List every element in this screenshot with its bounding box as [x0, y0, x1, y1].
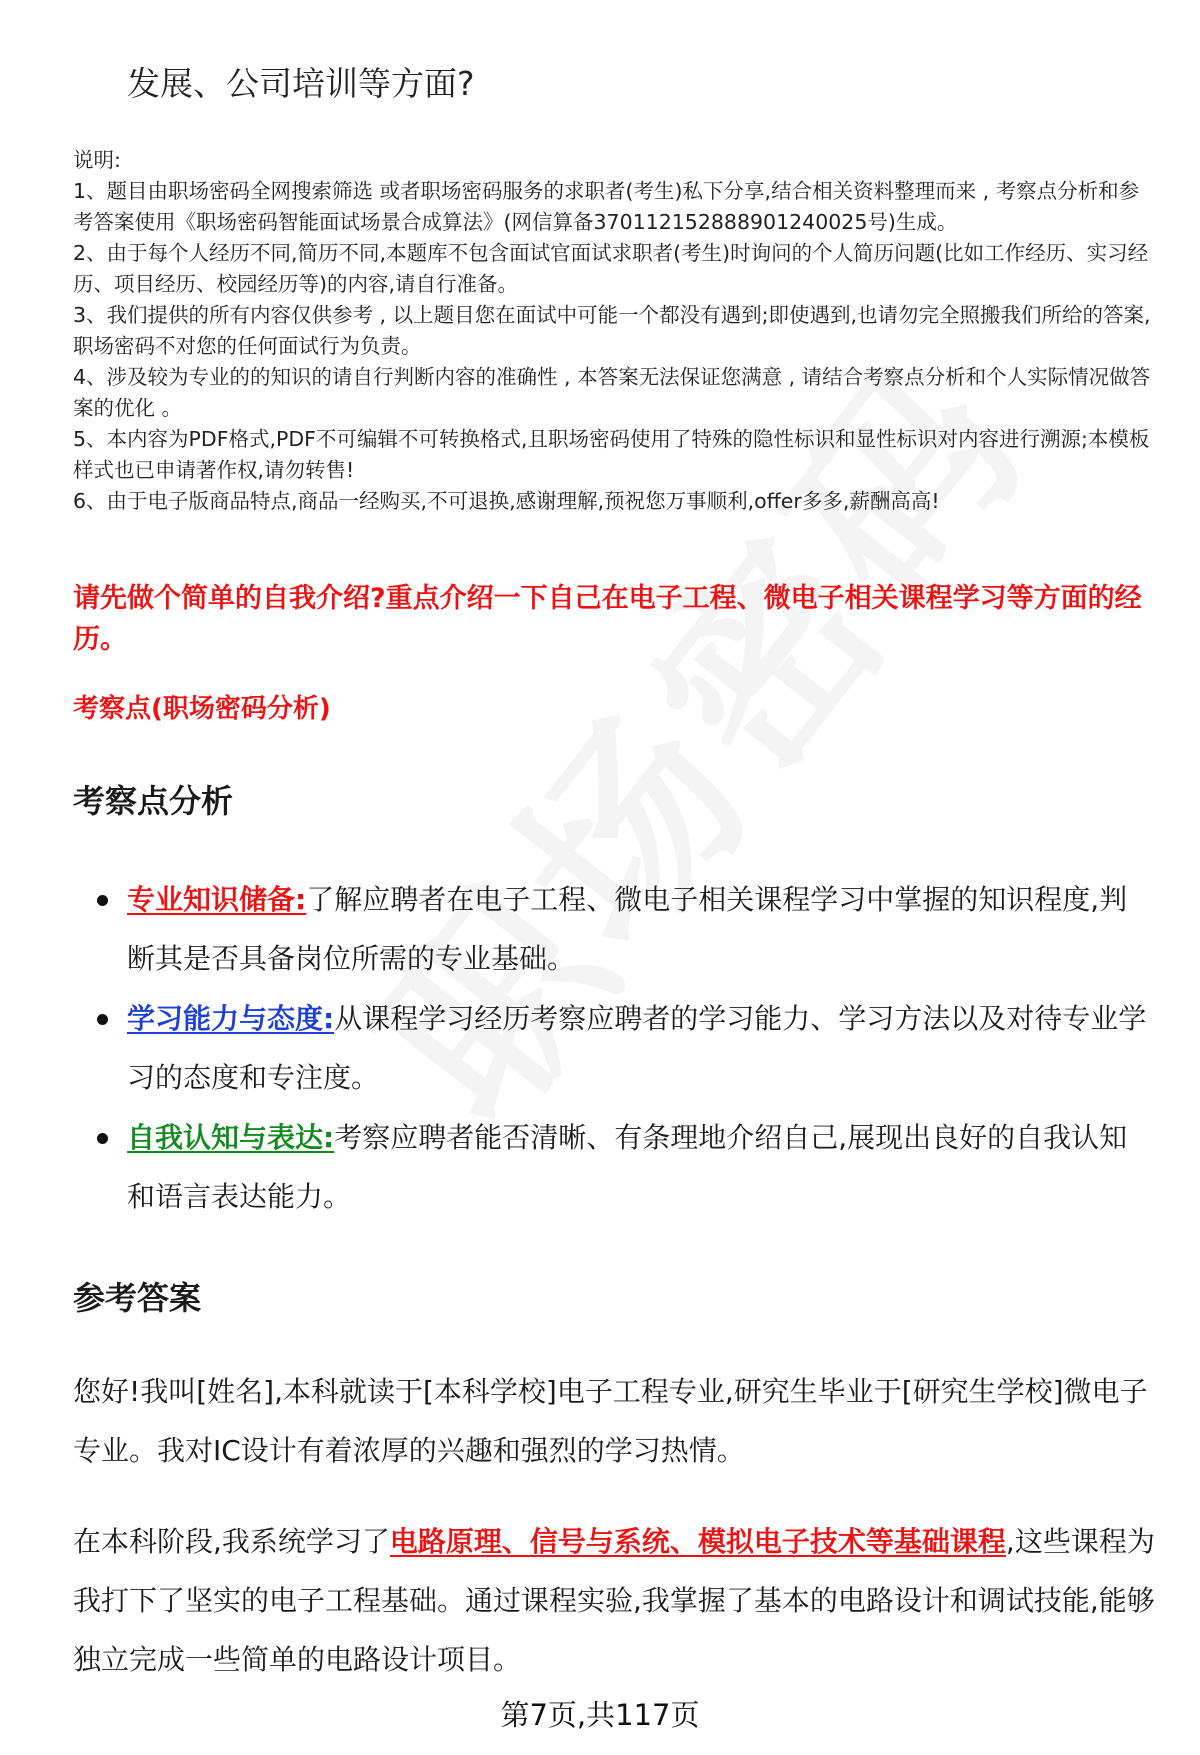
analysis-item [127, 989, 1147, 1107]
note-item: 4、涉及较为专业的的知识的请自行判断内容的准确性 , 本答案无法保证您满意 , 请结合考察点分析和个人实际情况做答案的优化 。 [73, 365, 1151, 420]
analysis-text: 从课程学习经历考察应聘者的学习能力、学习方法以及对待专业学习的态度和专注度。 [127, 1002, 1147, 1094]
notes-section [73, 145, 1158, 517]
analysis-subheading: 考察点(职场密码分析) [73, 694, 331, 724]
answer-heading: 参考答案 [73, 1279, 202, 1317]
answer-paragraph: 您好!我叫[姓名],本科就读于[本科学校]电子工程专业,研究生毕业于[研究生学校]微电子专业。我对IC设计有着浓厚的兴趣和强烈的学习热情。 [73, 1375, 1148, 1467]
interview-question: 请先做个简单的自我介绍?重点介绍一下自己在电子工程、微电子相关课程学习等方面的经历。 [73, 583, 1142, 655]
note-item: 6、由于电子版商品特点,商品一经购买,不可退换,感谢理解,预祝您万事顺利,offer多多,薪酬高高! [73, 489, 940, 513]
bullet-icon [97, 1014, 108, 1025]
analysis-key: 自我认知与表达: [127, 1121, 335, 1154]
analysis-list [127, 870, 1147, 1227]
answer-text: ,这些课程为我打下了坚实的电子工程基础。通过课程实验,我掌握了基本的电路设计和调试技能,能够独立完成一些简单的电路设计项目。 [73, 1525, 1155, 1676]
continued-question-text: 发展、公司培训等方面? [127, 64, 475, 103]
note-item: 3、我们提供的所有内容仅供参考 , 以上题目您在面试中可能一个都没有遇到;即使遇到,也请勿完全照搬我们所给的答案,职场密码不对您的任何面试行为负责。 [73, 303, 1151, 358]
bullet-icon [97, 895, 108, 906]
answer-highlight: 电路原理、信号与系统、模拟电子技术等基础课程 [389, 1525, 1006, 1558]
answer-paragraph [73, 1512, 1158, 1689]
analysis-key: 专业知识储备: [127, 883, 307, 916]
analysis-item [127, 870, 1147, 988]
note-item: 5、本内容为PDF格式,PDF不可编辑不可转换格式,且职场密码使用了特殊的隐性标识和显性标识对内容进行溯源;本模板样式也已申请著作权,请勿转售! [73, 427, 1150, 482]
page-number: 第7页,共117页 [500, 1698, 700, 1732]
notes-heading: 说明: [73, 148, 121, 172]
bullet-icon [97, 1133, 108, 1144]
note-item: 2、由于每个人经历不同,简历不同,本题库不包含面试官面试求职者(考生)时询问的个人简历问题(比如工作经历、实习经历、项目经历、校园经历等)的内容,请自行准备。 [73, 241, 1149, 296]
answer-text: 在本科阶段,我系统学习了 [73, 1525, 390, 1558]
analysis-heading: 考察点分析 [73, 782, 234, 820]
analysis-item [127, 1108, 1147, 1226]
analysis-key: 学习能力与态度: [127, 1002, 335, 1035]
analysis-text: 考察应聘者能否清晰、有条理地介绍自己,展现出良好的自我认知和语言表达能力。 [127, 1121, 1128, 1213]
note-item: 1、题目由职场密码全网搜索筛选 或者职场密码服务的求职者(考生)私下分享,结合相关资料整理而来 , 考察点分析和参考答案使用《职场密码智能面试场景合成算法》(网信算备370112152888901240025号)生成。 [73, 179, 1140, 234]
analysis-text: 了解应聘者在电子工程、微电子相关课程学习中掌握的知识程度,判断其是否具备岗位所需的专业基础。 [127, 883, 1128, 975]
